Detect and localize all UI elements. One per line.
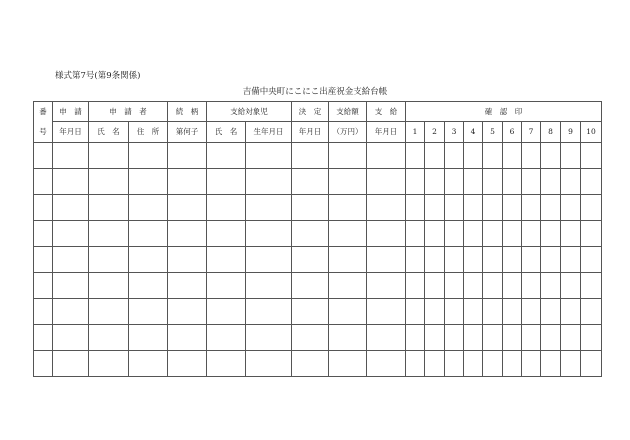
table-cell[interactable] — [89, 195, 129, 221]
table-cell[interactable] — [406, 299, 425, 325]
table-cell[interactable] — [561, 143, 581, 169]
header-application-date-bottom: 年月日 — [53, 121, 89, 142]
table-cell[interactable] — [207, 143, 246, 169]
table-cell[interactable] — [34, 351, 53, 377]
table-cell[interactable] — [129, 169, 168, 195]
table-cell[interactable] — [464, 351, 483, 377]
table-cell[interactable] — [129, 299, 168, 325]
table-cell[interactable] — [581, 247, 602, 273]
table-cell[interactable] — [168, 169, 207, 195]
table-cell[interactable] — [34, 299, 53, 325]
table-cell[interactable] — [329, 273, 367, 299]
table-cell[interactable] — [367, 351, 406, 377]
table-cell[interactable] — [53, 247, 89, 273]
table-cell[interactable] — [541, 195, 561, 221]
table-cell[interactable] — [168, 325, 207, 351]
table-cell[interactable] — [503, 273, 522, 299]
table-cell[interactable] — [53, 221, 89, 247]
table-cell[interactable] — [329, 195, 367, 221]
table-cell[interactable] — [581, 351, 602, 377]
table-cell[interactable] — [445, 247, 464, 273]
table-cell[interactable] — [503, 247, 522, 273]
table-cell[interactable] — [168, 195, 207, 221]
header-confirm-col: 1 — [406, 121, 425, 142]
table-row — [34, 169, 602, 195]
table-cell[interactable] — [292, 299, 329, 325]
header-applicant: 申 請 者 — [89, 102, 168, 122]
table-row — [34, 299, 602, 325]
table-cell[interactable] — [367, 325, 406, 351]
table-cell[interactable] — [425, 247, 445, 273]
table-cell[interactable] — [246, 299, 292, 325]
table-cell[interactable] — [483, 273, 503, 299]
table-cell[interactable] — [561, 195, 581, 221]
table-cell[interactable] — [522, 299, 541, 325]
table-cell[interactable] — [561, 299, 581, 325]
table-cell[interactable] — [541, 273, 561, 299]
table-cell[interactable] — [207, 299, 246, 325]
table-cell[interactable] — [129, 351, 168, 377]
table-cell[interactable] — [168, 351, 207, 377]
table-cell[interactable] — [34, 143, 53, 169]
table-cell[interactable] — [207, 195, 246, 221]
table-cell[interactable] — [464, 247, 483, 273]
header-target-child: 支給対象児 — [207, 102, 292, 122]
table-cell[interactable] — [329, 351, 367, 377]
table-cell[interactable] — [581, 325, 602, 351]
table-cell[interactable] — [246, 325, 292, 351]
table-cell[interactable] — [483, 351, 503, 377]
table-cell[interactable] — [541, 169, 561, 195]
table-cell[interactable] — [292, 143, 329, 169]
table-cell[interactable] — [483, 325, 503, 351]
table-cell[interactable] — [522, 273, 541, 299]
table-cell[interactable] — [503, 195, 522, 221]
table-cell[interactable] — [129, 325, 168, 351]
table-cell[interactable] — [129, 143, 168, 169]
table-row — [34, 221, 602, 247]
table-row — [34, 351, 602, 377]
table-cell[interactable] — [406, 273, 425, 299]
table-cell[interactable] — [367, 273, 406, 299]
table-cell[interactable] — [53, 325, 89, 351]
table-cell[interactable] — [522, 221, 541, 247]
table-cell[interactable] — [425, 169, 445, 195]
table-cell[interactable] — [34, 325, 53, 351]
table-cell[interactable] — [168, 143, 207, 169]
table-cell[interactable] — [503, 299, 522, 325]
table-cell[interactable] — [406, 247, 425, 273]
table-cell[interactable] — [246, 247, 292, 273]
table-cell[interactable] — [445, 221, 464, 247]
header-decision-top: 決 定 — [292, 102, 329, 122]
header-applicant-name: 氏 名 — [89, 121, 129, 142]
header-row-1 — [34, 102, 602, 122]
table-cell[interactable] — [503, 351, 522, 377]
table-cell[interactable] — [425, 273, 445, 299]
table-cell[interactable] — [53, 195, 89, 221]
table-cell[interactable] — [445, 273, 464, 299]
table-cell[interactable] — [464, 195, 483, 221]
header-relation-bottom: 第何子 — [168, 121, 207, 142]
table-cell[interactable] — [561, 247, 581, 273]
table-cell[interactable] — [246, 351, 292, 377]
ledger-table — [33, 101, 602, 377]
table-cell[interactable] — [207, 221, 246, 247]
header-payment-top: 支 給 — [367, 102, 406, 122]
table-cell[interactable] — [483, 247, 503, 273]
table-cell[interactable] — [89, 351, 129, 377]
header-amount-top: 支給額 — [329, 102, 367, 122]
table-cell[interactable] — [561, 169, 581, 195]
table-cell[interactable] — [329, 169, 367, 195]
table-cell[interactable] — [89, 247, 129, 273]
table-cell[interactable] — [168, 299, 207, 325]
header-confirm-col: 10 — [581, 121, 602, 142]
table-cell[interactable] — [581, 169, 602, 195]
table-cell[interactable] — [168, 273, 207, 299]
table-cell[interactable] — [483, 169, 503, 195]
table-cell[interactable] — [483, 143, 503, 169]
header-application-date-top: 申 請 — [53, 102, 89, 122]
table-cell[interactable] — [367, 221, 406, 247]
table-cell[interactable] — [406, 351, 425, 377]
table-cell[interactable] — [425, 143, 445, 169]
table-cell[interactable] — [292, 195, 329, 221]
table-cell[interactable] — [406, 143, 425, 169]
table-cell[interactable] — [483, 221, 503, 247]
table-cell[interactable] — [522, 247, 541, 273]
table-cell[interactable] — [503, 221, 522, 247]
table-cell[interactable] — [445, 299, 464, 325]
table-cell[interactable] — [89, 299, 129, 325]
table-cell[interactable] — [581, 273, 602, 299]
table-row — [34, 247, 602, 273]
table-cell[interactable] — [522, 351, 541, 377]
table-cell[interactable] — [406, 325, 425, 351]
header-confirm-col: 2 — [425, 121, 445, 142]
table-cell[interactable] — [425, 195, 445, 221]
table-cell[interactable] — [503, 169, 522, 195]
header-confirm-col: 3 — [445, 121, 464, 142]
header-child-birthdate: 生年月日 — [246, 121, 292, 142]
table-cell[interactable] — [89, 169, 129, 195]
table-cell[interactable] — [292, 351, 329, 377]
table-cell[interactable] — [34, 221, 53, 247]
table-cell[interactable] — [329, 247, 367, 273]
table-cell[interactable] — [207, 169, 246, 195]
header-number — [34, 102, 53, 143]
table-row — [34, 325, 602, 351]
table-cell[interactable] — [292, 325, 329, 351]
table-cell[interactable] — [53, 273, 89, 299]
table-cell[interactable] — [292, 221, 329, 247]
table-cell[interactable] — [445, 143, 464, 169]
table-cell[interactable] — [34, 169, 53, 195]
table-cell[interactable] — [406, 195, 425, 221]
table-cell[interactable] — [329, 221, 367, 247]
table-cell[interactable] — [329, 299, 367, 325]
table-cell[interactable] — [445, 169, 464, 195]
table-cell[interactable] — [89, 143, 129, 169]
table-cell[interactable] — [483, 299, 503, 325]
table-cell[interactable] — [34, 195, 53, 221]
table-cell[interactable] — [89, 221, 129, 247]
table-cell[interactable] — [561, 221, 581, 247]
header-confirmation-seal: 確 認 印 — [406, 102, 602, 122]
table-cell[interactable] — [168, 247, 207, 273]
table-cell[interactable] — [522, 169, 541, 195]
table-row — [34, 143, 602, 169]
table-cell[interactable] — [445, 195, 464, 221]
header-amount-bottom: （万円） — [329, 121, 367, 142]
table-cell[interactable] — [207, 351, 246, 377]
table-cell[interactable] — [329, 325, 367, 351]
table-cell[interactable] — [329, 143, 367, 169]
table-cell[interactable] — [503, 325, 522, 351]
header-applicant-address: 住 所 — [129, 121, 168, 142]
table-cell[interactable] — [129, 247, 168, 273]
table-cell[interactable] — [406, 169, 425, 195]
table-cell[interactable] — [561, 325, 581, 351]
table-cell[interactable] — [464, 143, 483, 169]
header-child-name: 氏 名 — [207, 121, 246, 142]
table-cell[interactable] — [367, 143, 406, 169]
table-cell[interactable] — [34, 273, 53, 299]
table-cell[interactable] — [445, 351, 464, 377]
table-cell[interactable] — [561, 273, 581, 299]
table-cell[interactable] — [464, 299, 483, 325]
table-cell[interactable] — [522, 195, 541, 221]
table-cell[interactable] — [541, 325, 561, 351]
table-cell[interactable] — [581, 299, 602, 325]
header-relation-top: 続 柄 — [168, 102, 207, 122]
table-cell[interactable] — [522, 143, 541, 169]
table-cell[interactable] — [581, 195, 602, 221]
table-cell[interactable] — [425, 351, 445, 377]
table-cell[interactable] — [445, 325, 464, 351]
table-cell[interactable] — [129, 221, 168, 247]
table-cell[interactable] — [464, 221, 483, 247]
table-cell[interactable] — [367, 195, 406, 221]
header-payment-bottom: 年月日 — [367, 121, 406, 142]
table-cell[interactable] — [246, 273, 292, 299]
table-cell[interactable] — [207, 247, 246, 273]
header-confirm-col: 6 — [503, 121, 522, 142]
table-cell[interactable] — [89, 273, 129, 299]
table-cell[interactable] — [541, 247, 561, 273]
header-confirm-col: 9 — [561, 121, 581, 142]
table-cell[interactable] — [406, 221, 425, 247]
table-cell[interactable] — [561, 351, 581, 377]
table-cell[interactable] — [53, 351, 89, 377]
header-confirm-col: 7 — [522, 121, 541, 142]
table-cell[interactable] — [464, 325, 483, 351]
table-cell[interactable] — [483, 195, 503, 221]
table-row — [34, 273, 602, 299]
table-cell[interactable] — [246, 169, 292, 195]
table-cell[interactable] — [207, 273, 246, 299]
table-cell[interactable] — [246, 221, 292, 247]
table-cell[interactable] — [581, 221, 602, 247]
table-cell[interactable] — [367, 299, 406, 325]
table-cell[interactable] — [425, 325, 445, 351]
header-confirm-col: 4 — [464, 121, 483, 142]
table-cell[interactable] — [541, 299, 561, 325]
table-cell[interactable] — [464, 169, 483, 195]
document-title: 吉備中央町にこにこ出産祝金支給台帳 — [242, 87, 388, 97]
table-cell[interactable] — [292, 247, 329, 273]
table-cell[interactable] — [53, 143, 89, 169]
table-cell[interactable] — [541, 221, 561, 247]
table-cell[interactable] — [53, 299, 89, 325]
header-confirm-col: 8 — [541, 121, 561, 142]
table-cell[interactable] — [425, 299, 445, 325]
header-number-top: 番 — [39, 107, 47, 116]
table-cell[interactable] — [207, 325, 246, 351]
table-cell[interactable] — [581, 143, 602, 169]
table-cell[interactable] — [541, 351, 561, 377]
table-cell[interactable] — [464, 273, 483, 299]
table-row — [34, 195, 602, 221]
header-decision-bottom: 年月日 — [292, 121, 329, 142]
table-cell[interactable] — [89, 325, 129, 351]
table-cell[interactable] — [425, 221, 445, 247]
table-cell[interactable] — [246, 143, 292, 169]
table-cell[interactable] — [168, 221, 207, 247]
table-cell[interactable] — [129, 273, 168, 299]
table-cell[interactable] — [129, 195, 168, 221]
form-number-label: 様式第7号(第9条関係) — [55, 71, 141, 81]
table-cell[interactable] — [522, 325, 541, 351]
table-cell[interactable] — [541, 143, 561, 169]
table-cell[interactable] — [367, 169, 406, 195]
table-cell[interactable] — [53, 169, 89, 195]
header-number-bottom: 号 — [39, 127, 47, 136]
header-confirm-col: 5 — [483, 121, 503, 142]
table-cell[interactable] — [292, 169, 329, 195]
table-cell[interactable] — [292, 273, 329, 299]
table-cell[interactable] — [34, 247, 53, 273]
table-cell[interactable] — [246, 195, 292, 221]
table-cell[interactable] — [367, 247, 406, 273]
table-cell[interactable] — [503, 143, 522, 169]
header-row-2 — [34, 121, 602, 142]
